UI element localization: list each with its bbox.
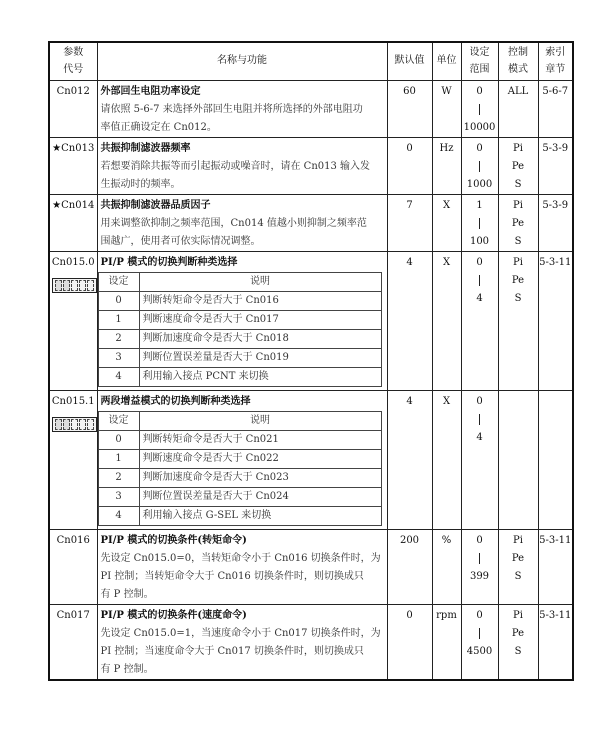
param-mode: ALL — [498, 80, 538, 137]
table-row — [49, 390, 573, 529]
param-desc-line: PI 控制；当速度命令大于 Cn017 切换条件时，则切换成只 — [100, 645, 364, 657]
table-row — [49, 604, 573, 680]
param-mode: Pi Pe S — [498, 194, 538, 251]
param-function — [97, 251, 387, 390]
param-range: 0 399 — [461, 529, 498, 604]
param-code: Cn016 — [49, 529, 97, 604]
param-code: Cn017 — [49, 604, 97, 680]
star-icon: ★ — [52, 142, 62, 154]
param-code: ★Cn014 — [49, 194, 97, 251]
param-code: ★Cn013 — [49, 137, 97, 194]
param-unit: rpm — [432, 604, 461, 680]
param-index: 5-3-11 — [538, 251, 573, 390]
param-function — [97, 194, 387, 251]
param-default: 200 — [387, 529, 432, 604]
param-name: 共振抑制滤波器频率 — [100, 142, 191, 154]
param-default: 7 — [387, 194, 432, 251]
param-range: 0 4 — [461, 251, 498, 390]
param-default: 0 — [387, 137, 432, 194]
param-mode: Pi Pe S — [498, 137, 538, 194]
param-desc-line: 先设定 Cn015.0=1，当速度命令小于 Cn017 切换条件时，为 — [100, 627, 381, 639]
digit-display-icon — [52, 278, 97, 293]
header-unit: 单位 — [432, 42, 461, 80]
param-desc-line: 先设定 Cn015.0=0，当转矩命令小于 Cn016 切换条件时，为 — [100, 552, 381, 564]
param-desc-line: 用来调整欲抑制之频率范围，Cn014 值越小则抑制之频率范 — [100, 217, 367, 229]
param-desc-line: 请依照 5-6-7 来选择外部回生电阻并将所选择的外部电阻功 — [100, 103, 363, 115]
param-index: 5-3-11 — [538, 529, 573, 604]
param-index: 5-3-9 — [538, 137, 573, 194]
param-range: 0 10000 — [461, 80, 498, 137]
param-name: 两段增益模式的切换判断种类选择 — [100, 395, 251, 407]
param-desc-line: 若想要消除共振等而引起振动或噪音时，请在 Cn013 输入发 — [100, 160, 371, 172]
param-name: PI/P 模式的切换条件(速度命令) — [100, 609, 247, 621]
setting-subtable: 设定 说明 0 判断转矩命令是否大于 Cn021 1 判断速度命令是否大于 Cn022 2 判断加速度命令是否大于 Cn023 3 判断位置误差量是否大于 Cn024 4 利用输入接点 G-SEL 来切换 — [98, 411, 382, 526]
param-mode — [498, 390, 538, 529]
table-row — [49, 529, 573, 604]
param-name: 共振抑制滤波器品质因子 — [100, 199, 211, 211]
param-name: PI/P 模式的切换条件(转矩命令) — [100, 534, 247, 546]
param-unit: X — [432, 194, 461, 251]
param-range: 0 1000 — [461, 137, 498, 194]
param-desc-line: 有 P 控制。 — [100, 663, 154, 675]
param-desc-line: 围越广，使用者可依实际情况调整。 — [100, 235, 261, 247]
param-default: 0 — [387, 604, 432, 680]
param-function — [97, 137, 387, 194]
header-param: 参数 代号 — [49, 42, 97, 80]
param-index: 5-3-11 — [538, 604, 573, 680]
param-mode: Pi Pe S — [498, 529, 538, 604]
param-range: 0 4500 — [461, 604, 498, 680]
param-unit: X — [432, 390, 461, 529]
star-icon: ★ — [52, 199, 62, 211]
header-index: 索引 章节 — [538, 42, 573, 80]
table-row — [49, 80, 573, 137]
param-name: PI/P 模式的切换判断种类选择 — [100, 256, 238, 268]
param-range: 1 100 — [461, 194, 498, 251]
param-desc-line: 率值正确设定在 Cn012。 — [100, 121, 217, 133]
param-function — [97, 604, 387, 680]
param-index: 5-3-9 — [538, 194, 573, 251]
param-index: 5-6-7 — [538, 80, 573, 137]
param-range: 0 4 — [461, 390, 498, 529]
param-unit: W — [432, 80, 461, 137]
param-unit: % — [432, 529, 461, 604]
table-row — [49, 194, 573, 251]
param-desc-line: 有 P 控制。 — [100, 588, 154, 600]
header-mode: 控制 模式 — [498, 42, 538, 80]
param-default: 4 — [387, 251, 432, 390]
param-name: 外部回生电阻功率设定 — [100, 85, 201, 97]
param-code: Cn015.1 — [49, 390, 97, 529]
param-desc-line: 生振动时的频率。 — [100, 178, 181, 190]
table-header-row — [49, 42, 573, 80]
parameter-document — [48, 41, 572, 681]
param-code: Cn012 — [49, 80, 97, 137]
param-function — [97, 390, 387, 529]
param-unit: X — [432, 251, 461, 390]
param-function — [97, 529, 387, 604]
parameter-table — [48, 41, 574, 681]
setting-subtable: 设定 说明 0 判断转矩命令是否大于 Cn016 1 判断速度命令是否大于 Cn017 2 判断加速度命令是否大于 Cn018 3 判断位置误差量是否大于 Cn019 4 利用输入接点 PCNT 来切换 — [98, 272, 382, 387]
param-mode: Pi Pe S — [498, 251, 538, 390]
header-default: 默认值 — [387, 42, 432, 80]
digit-display-icon — [52, 417, 97, 432]
param-function — [97, 80, 387, 137]
table-row — [49, 251, 573, 390]
param-default: 4 — [387, 390, 432, 529]
param-index — [538, 390, 573, 529]
table-row — [49, 137, 573, 194]
param-unit: Hz — [432, 137, 461, 194]
param-code: Cn015.0 — [49, 251, 97, 390]
header-name: 名称与功能 — [97, 42, 387, 80]
param-mode: Pi Pe S — [498, 604, 538, 680]
header-range: 设定 范围 — [461, 42, 498, 80]
param-default: 60 — [387, 80, 432, 137]
param-desc-line: PI 控制；当转矩命令大于 Cn016 切换条件时，则切换成只 — [100, 570, 364, 582]
